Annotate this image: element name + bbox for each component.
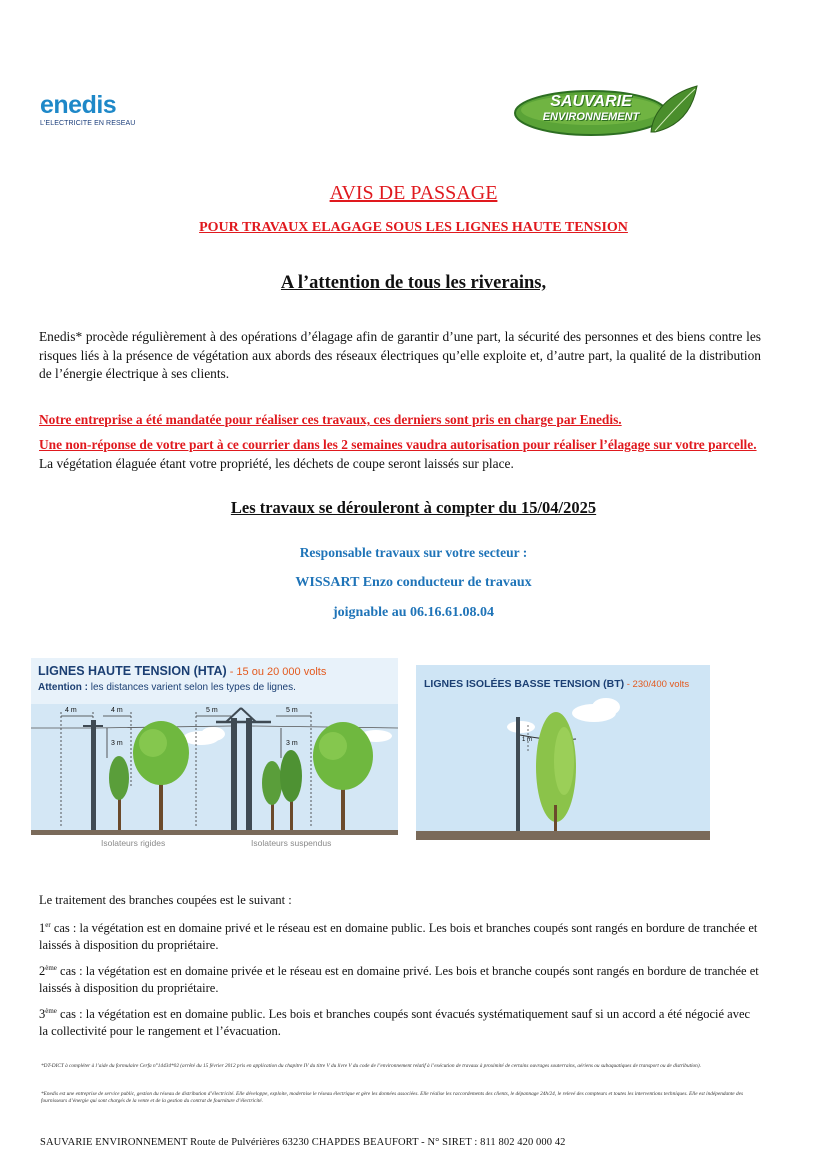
case-1-text: cas : la végétation est en domaine privé et le réseau est en domaine public. Les bois et branches coupés sont rangés en bordure de tranchée et laissés à disposition du propriétaire. bbox=[39, 921, 758, 953]
sauvarie-logo-line1: SAUVARIE bbox=[550, 93, 632, 110]
sauvarie-logo-line2: ENVIRONNEMENT bbox=[542, 111, 640, 123]
case-3-text: cas : la végétation est en domaine public. Les bois et branches coupés sont évacués systématiquement sauf si un accord a été négocié avec la collectivité pour le rangement et l’évacuation. bbox=[39, 1007, 751, 1039]
pylon-icon bbox=[231, 718, 237, 832]
contact-label: Responsable travaux sur votre secteur : bbox=[299, 545, 528, 560]
enedis-logo bbox=[40, 92, 160, 132]
hta-caption-right: Isolateurs suspendus bbox=[251, 838, 332, 848]
hta-caption-left: Isolateurs rigides bbox=[101, 838, 166, 848]
treatment-case-1 bbox=[39, 917, 761, 954]
case-2-number: 2 bbox=[39, 964, 46, 979]
hta-dist-5m-a: 5 m bbox=[206, 707, 218, 714]
treatment-case-2 bbox=[39, 960, 761, 997]
footnote-dt-dict: *DT-DICT à compléter à l’aide du formulaire Cerfa n°14434*02 (arrêté du 15 février 2012 pris en application du chapitre IV du titre V du livre V du code de l’environnement relatif à l’exécution de travaux à proximité de certains ouvrages souterrains, aériens ou subaquatiques de transport ou de distribution). bbox=[41, 1063, 701, 1069]
sauvarie-logo bbox=[513, 84, 698, 139]
treatment-intro: Le traitement des branches coupées est le suivant : bbox=[39, 893, 292, 907]
attention-heading: A l’attention de tous les riverains, bbox=[280, 273, 547, 293]
hta-diagram-voltage: - 15 ou 20 000 volts bbox=[226, 666, 327, 678]
hta-diagram-illustration bbox=[31, 658, 398, 853]
case-2-suffix: ème bbox=[45, 964, 57, 972]
case-3-number: 3 bbox=[39, 1007, 46, 1022]
hta-dist-4m-b: 4 m bbox=[111, 707, 123, 714]
enedis-logo-wordmark: enedis bbox=[40, 91, 117, 119]
footnote-enedis: *Enedis est une entreprise de service public, gestion du réseau de distribution d’électricité. Elle développe, exploite, modernise le réseau électrique et gère les données associées. Elle réalise les raccordements des clients, le dépannage 24h/24, le relevé des compteurs et toutes les interventions techniques. Elle est indépendante des fournisseurs d’énergie qui sont chargés de la vente et de la gestion du contrat de fourniture d’électricité. bbox=[41, 1091, 744, 1104]
page-subtitle: POUR TRAVAUX ELAGAGE SOUS LES LIGNES HAUTE TENSION bbox=[199, 220, 628, 235]
case-3-suffix: ème bbox=[45, 1007, 57, 1015]
bt-diagram-title: LIGNES ISOLÉES BASSE TENSION (BT) bbox=[424, 678, 625, 690]
bt-dist: 1 m bbox=[522, 737, 533, 743]
contact-name: WISSART Enzo conducteur de travaux bbox=[295, 575, 532, 590]
case-2-text: cas : la végétation est en domaine privée et le réseau est en domaine privé. Les bois et branche coupés sont rangés en bordure de tranchée et laissés à disposition du propriétaire. bbox=[39, 964, 759, 996]
waste-text: La végétation élaguée étant votre propriété, les déchets de coupe seront laissés sur place. bbox=[39, 455, 514, 471]
non-response-text: Une non-réponse de votre part à ce courrier dans les 2 semaines vaudra autorisation pour réaliser l’élagage sur votre parcelle. bbox=[39, 437, 757, 452]
pole-icon bbox=[91, 720, 96, 832]
non-response-notice bbox=[39, 436, 761, 473]
hta-attention-text: les distances varient selon les types de lignes. bbox=[88, 682, 296, 693]
schedule-heading: Les travaux se dérouleront à compter du 15/04/2025 bbox=[230, 498, 597, 517]
intro-paragraph: Enedis* procède régulièrement à des opérations d’élagage afin de garantir d’une part, la sécurité des personnes et des biens contre les risques liés à la présence de végétation aux abords des réseaux électriques qu’elle exploite et, d’autre part, la qualité de la distribution de l’énergie électrique à ses clients. bbox=[39, 329, 761, 381]
tree-icon bbox=[109, 721, 373, 833]
page-title: AVIS DE PASSAGE bbox=[329, 182, 498, 204]
pole-icon bbox=[516, 717, 520, 835]
case-1-number: 1 bbox=[39, 921, 46, 936]
contact-phone: joignable au 06.16.61.08.04 bbox=[332, 605, 494, 620]
hta-diagram-title: LIGNES HAUTE TENSION (HTA) bbox=[38, 664, 227, 678]
hta-dist-3m-b: 3 m bbox=[286, 740, 298, 747]
hta-dist-5m-b: 5 m bbox=[286, 707, 298, 714]
bt-diagram-illustration bbox=[416, 665, 710, 840]
hta-dist-3m-a: 3 m bbox=[111, 740, 123, 747]
enedis-logo-tagline: L'ELECTRICITE EN RESEAU bbox=[40, 120, 136, 127]
hta-dist-4m-a: 4 m bbox=[65, 707, 77, 714]
treatment-case-3 bbox=[39, 1003, 761, 1040]
footer-company: SAUVARIE ENVIRONNEMENT Route de Pulvérières 63230 CHAPDES BEAUFORT - N° SIRET : 811 802 420 000 42 bbox=[40, 1137, 566, 1148]
hta-diagram bbox=[31, 658, 398, 853]
bt-diagram-voltage: - 230/400 volts bbox=[624, 679, 690, 690]
case-1-suffix: er bbox=[45, 921, 51, 929]
mandate-notice: Notre entreprise a été mandatée pour réaliser ces travaux, ces derniers sont pris en charge par Enedis. bbox=[39, 412, 622, 427]
hta-attention-label: Attention : bbox=[38, 682, 88, 693]
bt-diagram bbox=[416, 665, 710, 840]
